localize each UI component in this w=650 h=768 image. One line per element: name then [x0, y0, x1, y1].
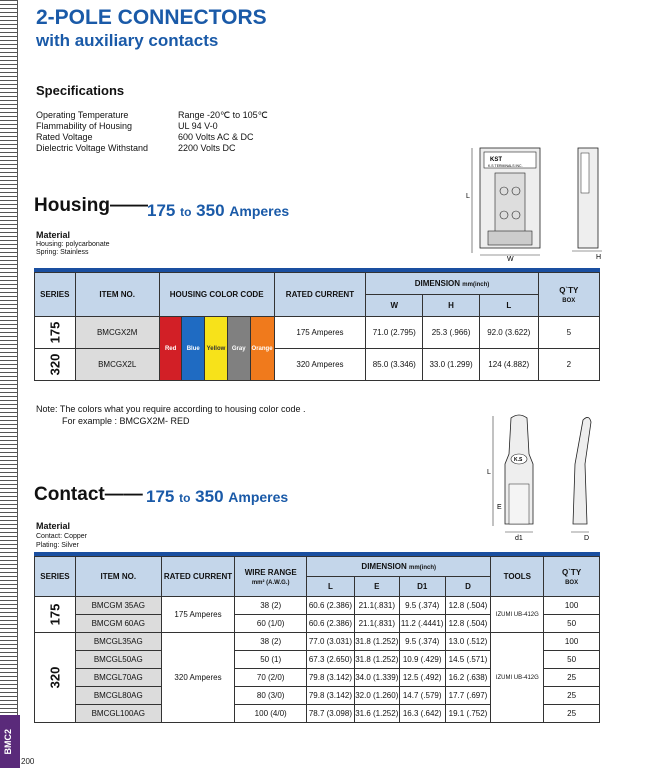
current-cell: 175 Amperes — [274, 317, 366, 349]
col-dimension: DIMENSION mm(inch) — [366, 273, 538, 295]
note-line: Note: The colors what you require according to housing color code . — [36, 404, 306, 414]
w-cell: 85.0 (3.346) — [366, 349, 423, 381]
page-tab-label: BMC2 — [3, 729, 13, 755]
col-dimension: DIMENSION mm(inch) — [307, 557, 491, 577]
page-number: 200 — [21, 757, 35, 766]
contact-material-heading: Material — [36, 521, 71, 531]
qty-cell: 100 — [544, 633, 600, 651]
current-cell: 175 Amperes — [161, 597, 235, 633]
item-cell: BMCGL50AG — [75, 651, 161, 669]
d1-cell: 9.5 (.374) — [399, 633, 445, 651]
tools-cell: IZUMI UB-412G — [491, 633, 544, 723]
col-tools: TOOLS — [491, 557, 544, 597]
housing-table — [34, 272, 600, 381]
col-wire: WIRE RANGE mm² (A.W.G.) — [235, 557, 307, 597]
contact-material-line: Contact: Copper — [36, 533, 87, 540]
series-cell: 175 — [35, 317, 76, 349]
contact-material-line: Plating: Silver — [36, 542, 79, 549]
margin-ruler — [0, 0, 18, 715]
note-example: For example : BMCGX2M- RED — [62, 416, 190, 426]
col-item: ITEM NO. — [75, 557, 161, 597]
col-h: H — [423, 295, 480, 317]
qty-cell: 2 — [538, 349, 599, 381]
color-swatch-red: Red — [159, 317, 182, 381]
d-cell: 14.5 (.571) — [445, 651, 491, 669]
col-current: RATED CURRENT — [161, 557, 235, 597]
contact-drawing — [485, 414, 615, 544]
housing-material-line: Housing: polycarbonate — [36, 241, 110, 248]
spec-label: Flammability of Housing — [36, 121, 133, 131]
col-item: ITEM NO. — [75, 273, 159, 317]
col-l: L — [479, 295, 538, 317]
l-cell: 79.8 (3.142) — [307, 687, 355, 705]
col-series: SERIES — [35, 273, 76, 317]
contact-title: Contact—— — [34, 484, 143, 505]
dimension-l-label: L — [466, 193, 470, 200]
contact-brand-label: K.S — [514, 457, 523, 463]
spec-label: Operating Temperature — [36, 110, 129, 120]
l-cell: 60.6 (2.386) — [307, 615, 355, 633]
spec-value: 600 Volts AC & DC — [178, 132, 254, 142]
spec-value: UL 94 V-0 — [178, 121, 218, 131]
wire-cell: 38 (2) — [235, 633, 307, 651]
wire-cell: 60 (1/0) — [235, 615, 307, 633]
w-cell: 71.0 (2.795) — [366, 317, 423, 349]
dimension-w-label: W — [507, 256, 514, 263]
col-w: W — [366, 295, 423, 317]
color-swatch-blue: Blue — [182, 317, 205, 381]
spec-label: Rated Voltage — [36, 132, 93, 142]
d1-cell: 11.2 (.4441) — [399, 615, 445, 633]
d1-cell: 9.5 (.374) — [399, 597, 445, 615]
qty-cell: 25 — [544, 705, 600, 723]
qty-cell: 50 — [544, 615, 600, 633]
item-cell: BMCGM 35AG — [75, 597, 161, 615]
col-current: RATED CURRENT — [274, 273, 366, 317]
wire-cell: 38 (2) — [235, 597, 307, 615]
contact-amperes: 175 to 350 Amperes — [146, 487, 289, 506]
l-cell: 124 (4.882) — [479, 349, 538, 381]
table-row — [35, 597, 600, 615]
table-row — [35, 349, 600, 381]
series-cell: 175 — [35, 597, 76, 633]
wire-cell: 70 (2/0) — [235, 669, 307, 687]
e-cell: 21.1(.831) — [354, 597, 399, 615]
col-d1: D1 — [399, 577, 445, 597]
table-row — [35, 633, 600, 651]
l-cell: 78.7 (3.098) — [307, 705, 355, 723]
col-e: E — [354, 577, 399, 597]
dimension-d-label: D — [584, 535, 590, 542]
qty-cell: 5 — [538, 317, 599, 349]
col-qty: Q`TY BOX — [538, 273, 599, 317]
housing-amperes: 175 to 350 Amperes — [147, 201, 290, 220]
spec-value: 2200 Volts DC — [178, 143, 236, 153]
wire-cell: 50 (1) — [235, 651, 307, 669]
color-swatch-gray: Gray — [227, 317, 250, 381]
housing-material-line: Spring: Stainless — [36, 249, 89, 256]
col-color: HOUSING COLOR CODE — [159, 273, 274, 317]
e-cell: 34.0 (1.339) — [354, 669, 399, 687]
d-cell: 13.0 (.512) — [445, 633, 491, 651]
col-series: SERIES — [35, 557, 76, 597]
dimension-h-label: H — [596, 254, 602, 261]
current-cell: 320 Amperes — [274, 349, 366, 381]
housing-material-heading: Material — [36, 230, 71, 240]
table-row — [35, 317, 600, 349]
e-cell: 31.8 (1.252) — [354, 651, 399, 669]
color-swatch-orange: Orange — [250, 317, 274, 381]
spec-label: Dielectric Voltage Withstand — [36, 143, 149, 153]
brand-label: KST — [490, 157, 502, 163]
item-cell: BMCGM 60AG — [75, 615, 161, 633]
d-cell: 19.1 (.752) — [445, 705, 491, 723]
qty-cell: 25 — [544, 687, 600, 705]
dimension-e-label: E — [497, 504, 502, 511]
qty-cell: 50 — [544, 651, 600, 669]
d-cell: 17.7 (.697) — [445, 687, 491, 705]
qty-cell: 25 — [544, 669, 600, 687]
d1-cell: 10.9 (.429) — [399, 651, 445, 669]
col-d: D — [445, 577, 491, 597]
housing-drawing — [460, 143, 635, 263]
spec-heading: Specifications — [36, 83, 125, 98]
l-cell: 67.3 (2.650) — [307, 651, 355, 669]
d1-cell: 14.7 (.579) — [399, 687, 445, 705]
item-cell: BMCGL100AG — [75, 705, 161, 723]
current-cell: 320 Amperes — [161, 633, 235, 723]
series-cell: 320 — [35, 349, 76, 381]
l-cell: 77.0 (3.031) — [307, 633, 355, 651]
page-tab — [0, 715, 20, 768]
d-cell: 12.8 (.504) — [445, 597, 491, 615]
col-qty: Q`TY BOX — [544, 557, 600, 597]
d-cell: 12.8 (.504) — [445, 615, 491, 633]
series-cell: 320 — [35, 633, 76, 723]
item-cell: BMCGX2L — [75, 349, 159, 381]
item-cell: BMCGL80AG — [75, 687, 161, 705]
wire-cell: 80 (3/0) — [235, 687, 307, 705]
item-cell: BMCGX2M — [75, 317, 159, 349]
l-cell: 60.6 (2.386) — [307, 597, 355, 615]
item-cell: BMCGL70AG — [75, 669, 161, 687]
dimension-d1-label: d1 — [515, 535, 523, 542]
h-cell: 33.0 (1.299) — [423, 349, 480, 381]
page-title: 2-POLE CONNECTORS — [36, 6, 267, 29]
color-swatch-yellow: Yellow — [205, 317, 228, 381]
d1-cell: 12.5 (.492) — [399, 669, 445, 687]
wire-cell: 100 (4/0) — [235, 705, 307, 723]
e-cell: 31.6 (1.252) — [354, 705, 399, 723]
col-l: L — [307, 577, 355, 597]
e-cell: 32.0 (1.260) — [354, 687, 399, 705]
page-subtitle: with auxiliary contacts — [36, 31, 219, 50]
d1-cell: 16.3 (.642) — [399, 705, 445, 723]
qty-cell: 100 — [544, 597, 600, 615]
tools-cell: IZUMI UB-412G — [491, 597, 544, 633]
brand-sub-label: K.S TERMINALS INC. — [488, 164, 523, 168]
h-cell: 25.3 (.966) — [423, 317, 480, 349]
l-cell: 92.0 (3.622) — [479, 317, 538, 349]
l-cell: 79.8 (3.142) — [307, 669, 355, 687]
dimension-l-label: L — [487, 469, 491, 476]
housing-title: Housing—— — [34, 195, 148, 216]
contact-table — [34, 556, 600, 723]
spec-value: Range -20℃ to 105℃ — [178, 110, 268, 120]
e-cell: 31.8 (1.252) — [354, 633, 399, 651]
item-cell: BMCGL35AG — [75, 633, 161, 651]
d-cell: 16.2 (.638) — [445, 669, 491, 687]
e-cell: 21.1(.831) — [354, 615, 399, 633]
